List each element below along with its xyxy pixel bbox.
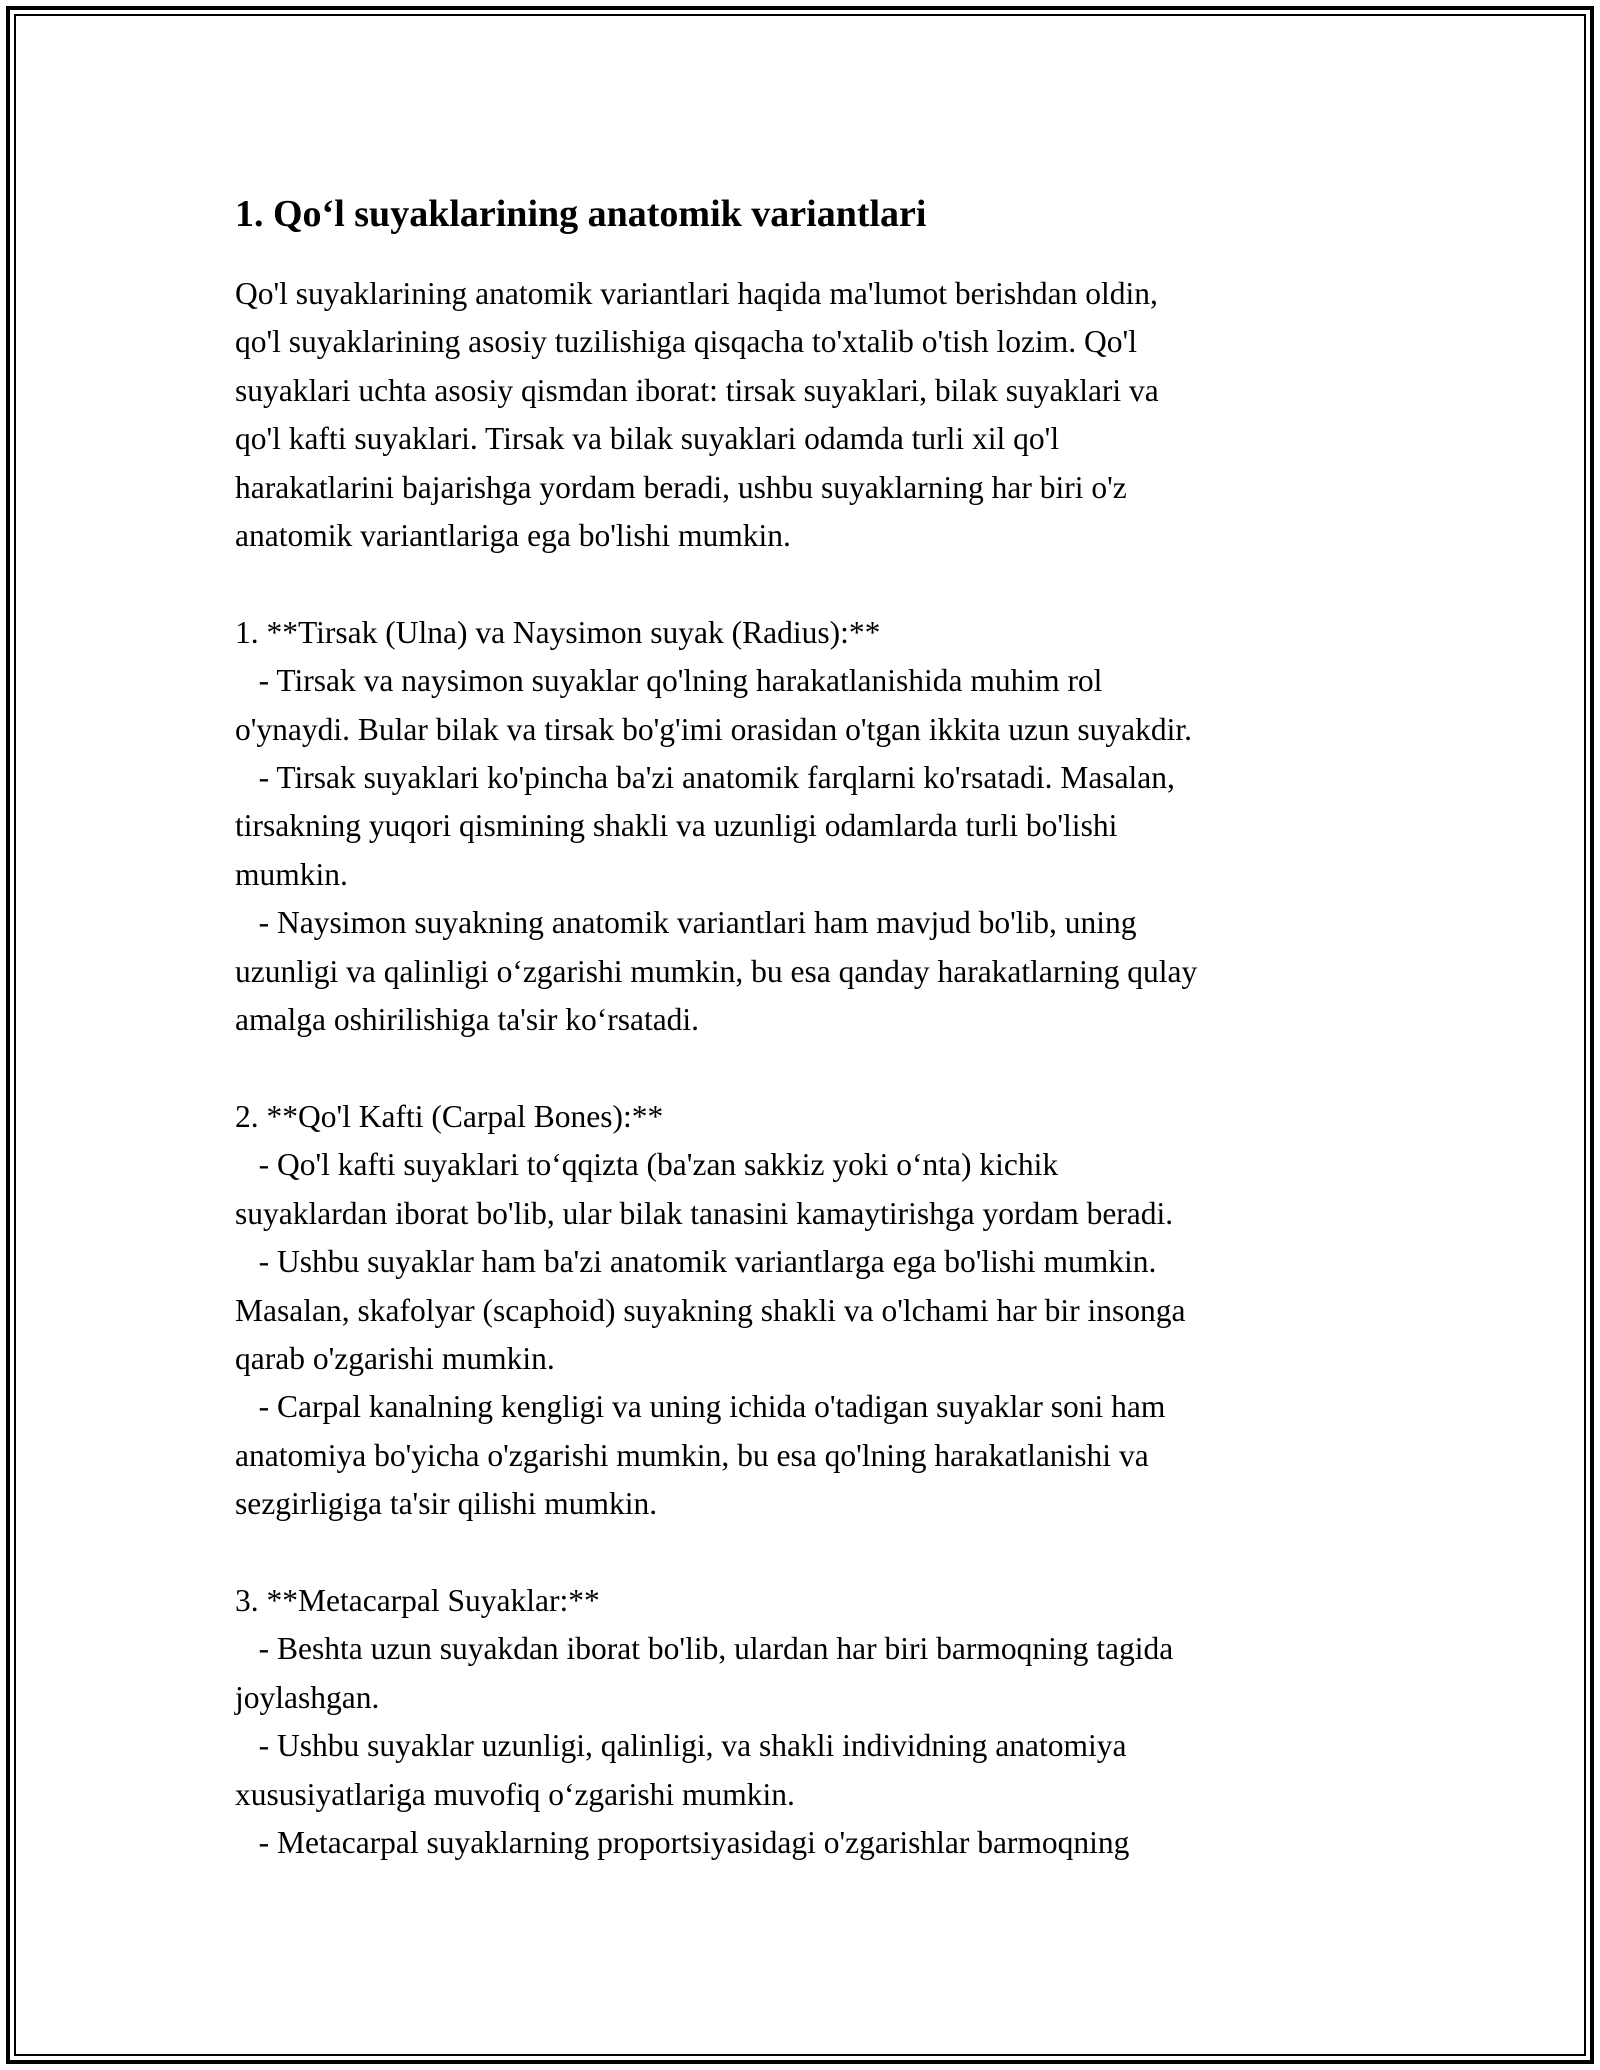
document-content bbox=[235, 188, 1375, 1867]
section-heading: 1. Qo‘l suyaklarining anatomik variantlari bbox=[235, 193, 927, 235]
body-text: Qo'l suyaklarining anatomik variantlari haqida ma'lumot berishdan oldin, qo'l suyaklarining asosiy tuzilishiga qisqacha to'xtalib o'tish lozim. Qo'l suyaklari uchta asosiy qismdan iborat: tirsak suyaklari, bilak suyaklari va qo'l kafti suyaklari. Tirsak va bilak suyaklari odamda turli xil qo'l harakatlarini bajarishga yordam beradi, ushbu suyaklarning har biri o'z anatomik variantlariga ega bo'lishi mumkin. 1. **Tirsak (Ulna) va Naysimon suyak (Radius):** - Tirsak va naysimon suyaklar qo'lning harakatlanishida muhim rol o'ynaydi. Bular bilak va tirsak bo'g'imi orasidan o'tgan ikkita uzun suyakdir. - Tirsak suyaklari ko'pincha ba'zi anatomik farqlarni ko'rsatadi. Masalan, tirsakning yuqori qismining shakli va uzunligi odamlarda turli bo'lishi mumkin. - Naysimon suyakning anatomik variantlari ham mavjud bo'lib, uning uzunligi va qalinligi o‘zgarishi mumkin, bu esa qanday harakatlarning qulay amalga oshirilishiga ta'sir ko‘rsatadi. 2. **Qo'l Kafti (Carpal Bones):** - Qo'l kafti suyaklari to‘qqizta (ba'zan sakkiz yoki o‘nta) kichik suyaklardan iborat bo'lib, ular bilak tanasini kamaytirishga yordam beradi. - Ushbu suyaklar ham ba'zi anatomik variantlarga ega bo'lishi mumkin. Masalan, skafolyar (scaphoid) suyakning shakli va o'lchami har bir insonga qarab o'zgarishi mumkin. - Carpal kanalning kengligi va uning ichida o'tadigan suyaklar soni ham anatomiya bo'yicha o'zgarishi mumkin, bu esa qo'lning harakatlanishi va sezgirligiga ta'sir qilishi mumkin. 3. **Metacarpal Suyaklar:** - Beshta uzun suyakdan iborat bo'lib, ulardan har biri barmoqning tagida joylashgan. - Ushbu suyaklar uzunligi, qalinligi, va shakli individning anatomiya xususiyatlariga muvofiq o‘zgarishi mumkin. - Metacarpal suyaklarning proportsiyasidagi o'zgarishlar barmoqning bbox=[235, 276, 1198, 1860]
